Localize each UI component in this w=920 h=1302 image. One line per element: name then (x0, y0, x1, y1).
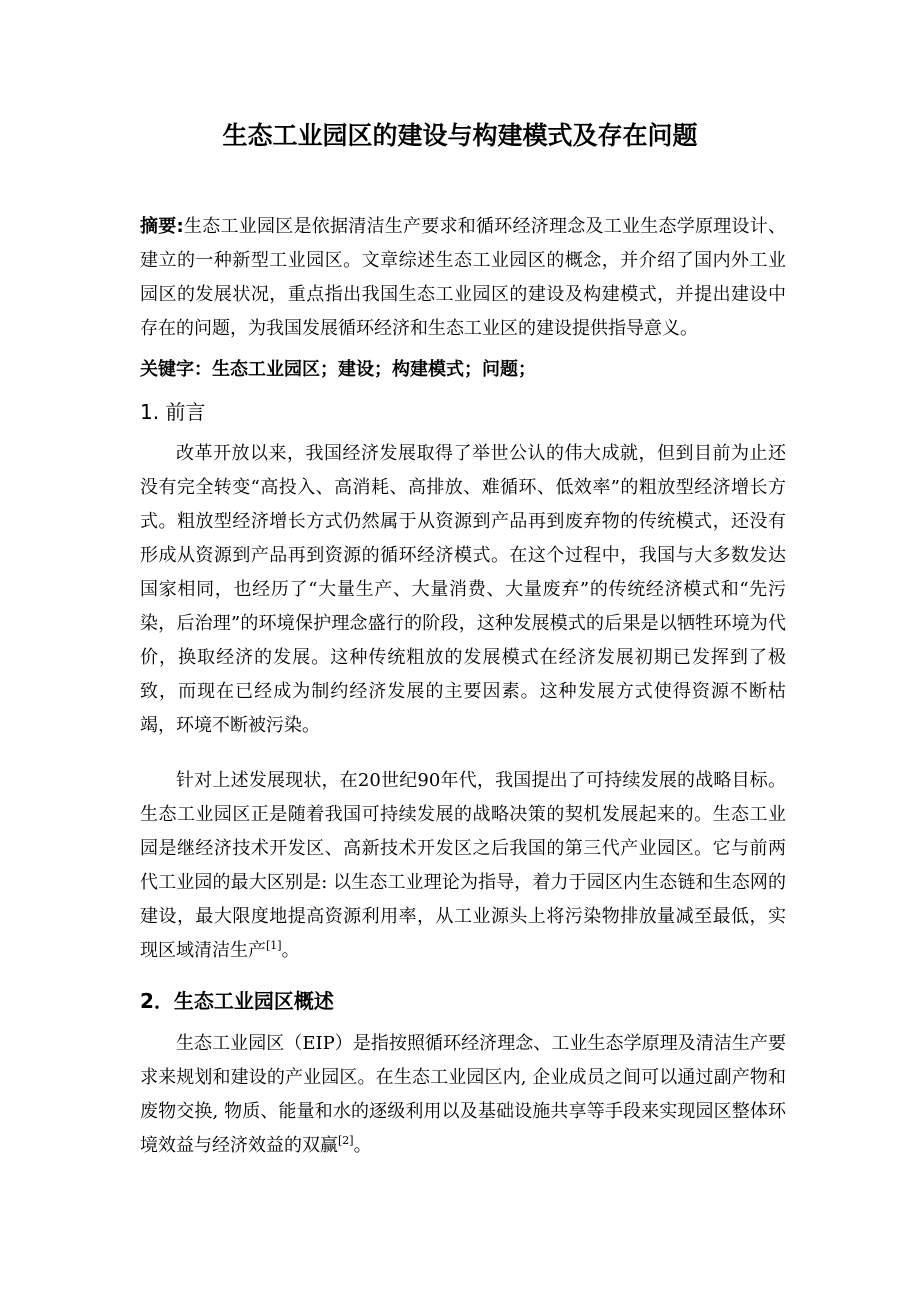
citation-ref: [2] (338, 1134, 354, 1147)
citation-ref: [1] (266, 939, 282, 952)
abstract-text: 生态工业园区是依据清洁生产要求和循环经济理念及工业生态学原理设计、建立的一种新型工业园区。文章综述生态工业园区的概念，并介绍了国内外工业园区的发展状况，重点指出我国生态工业园区的建设及构建模式，并提出建设中存在的问题，为我国发展循环经济和生态工业区的建设提供指导意义。 (140, 216, 786, 339)
abstract (140, 210, 786, 346)
preface-paragraph-1 (140, 437, 786, 743)
abstract-label: 摘要: (140, 216, 184, 237)
overview-paragraph-1 (140, 1027, 786, 1163)
document-title: 生态工业园区的建设与构建模式及存在问题 (222, 121, 698, 150)
paragraph-tail: 。 (353, 1135, 372, 1156)
section-heading-overview: 2．生态工业园区概述 (140, 989, 334, 1013)
preface-paragraph-2 (140, 764, 786, 968)
paragraph-text: 改革开放以来，我国经济发展取得了举世公认的伟大成就，但到目前为止还没有完全转变“高投入、高消耗、高排放、难循环、低效率”的粗放型经济增长方式。粗放型经济增长方式仍然属于从资源到产品再到废弃物的传统模式，还没有形成从资源到产品再到资源的循环经济模式。在这个过程中，我国与大多数发达国家相同，也经历了“大量生产、大量消费、大量废弃”的传统经济模式和“先污染，后治理”的环境保护理念盛行的阶段，这种发展模式的后果是以牺牲环境为代价，换取经济的发展。这种传统粗放的发展模式在经济发展初期已发挥到了极致，而现在已经成为制约经济发展的主要因素。这种发展方式使得资源不断枯竭，环境不断被污染。 (140, 443, 786, 736)
paragraph-text: 生态工业园区（EIP）是指按照循环经济理念、工业生态学原理及清洁生产要求来规划和建设的产业园区。在生态工业园区内, 企业成员之间可以通过副产物和废物交换, 物质、能量和水的逐级利用以及基础设施共享等手段来实现园区整体环境效益与经济效益的双赢 (140, 1033, 786, 1156)
paragraph-text: 针对上述发展现状，在20世纪90年代，我国提出了可持续发展的战略目标。生态工业园区正是随着我国可持续发展的战略决策的契机发展起来的。生态工业园是继经济技术开发区、高新技术开发区之后我国的第三代产业园区。它与前两代工业园的最大区别是: 以生态工业理论为指导，着力于园区内生态链和生态网的建设，最大限度地提高资源利用率，从工业源头上将污染物排放量减至最低，实现区域清洁生产 (140, 770, 786, 961)
section-heading-preface: 1. 前言 (140, 400, 206, 424)
keywords: 关键字：生态工业园区；建设；构建模式；问题； (140, 359, 536, 380)
paragraph-tail: 。 (281, 940, 300, 961)
